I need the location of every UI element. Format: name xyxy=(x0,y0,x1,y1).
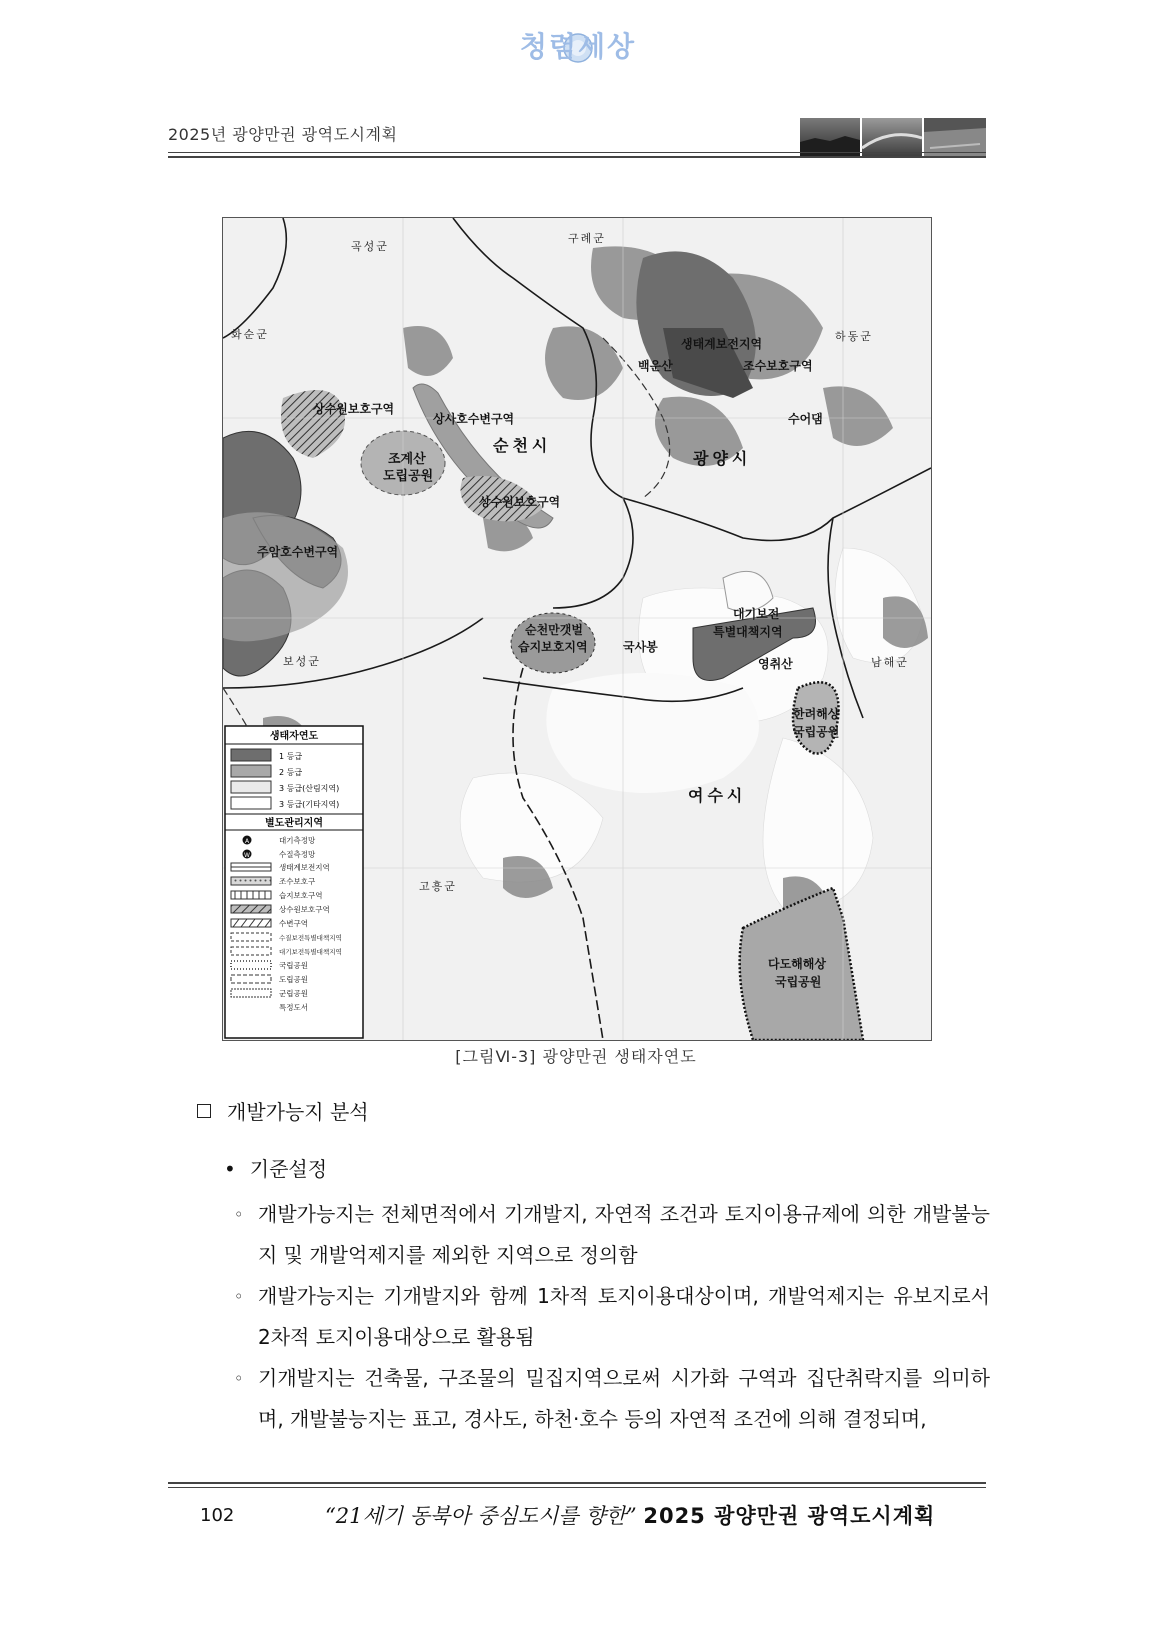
legend-item-3: 조수보호구 xyxy=(279,877,316,886)
paragraph xyxy=(234,1358,990,1440)
label-hallyeo-1: 한려해상 xyxy=(793,707,840,721)
label-guksabong: 국사봉 xyxy=(623,640,658,654)
label-gwangyang: 광양시 xyxy=(693,449,752,468)
logo xyxy=(490,22,665,74)
label-suncheon-bay-1: 순천만갯벌 xyxy=(525,623,583,637)
bullet-heading xyxy=(224,1153,327,1182)
legend-item-5: 상수원보호구역 xyxy=(279,905,330,914)
logo-text: 청렴세상 xyxy=(519,30,637,63)
ring-bullet-icon: ◦ xyxy=(234,1205,244,1224)
paragraph xyxy=(234,1276,990,1358)
section-heading xyxy=(197,1096,369,1125)
legend-sym-w: W xyxy=(244,852,250,859)
label-jogye-1: 조계산 xyxy=(388,452,426,467)
legend-item-4: 습지보호구역 xyxy=(279,891,323,900)
figure-caption: [그림Ⅵ-3] 광양만권 생태자연도 xyxy=(455,1047,697,1066)
ring-bullet-icon: ◦ xyxy=(234,1287,244,1306)
legend-item-1: 수질측정망 xyxy=(279,850,316,859)
label-air-1: 대기보전 xyxy=(733,607,780,621)
legend-item-10: 도립공원 xyxy=(279,975,308,984)
legend-title-1: 생태자연도 xyxy=(269,731,319,742)
header-rule-bottom xyxy=(168,156,986,158)
label-water-source1: 상수원보호구역 xyxy=(313,402,395,416)
label-sangsa-lake: 상사호수변구역 xyxy=(433,412,515,426)
footer-title: 2025 광양만권 광역도시계획 xyxy=(643,1504,936,1528)
bullet-heading-text: 기준설정 xyxy=(249,1157,328,1181)
header-title: 2025년 광양만권 광역도시계획 xyxy=(168,125,398,144)
label-dado-1: 다도해해상 xyxy=(768,957,826,971)
paragraph xyxy=(234,1194,990,1276)
legend-sym-a: A xyxy=(244,838,250,845)
paragraph-text: 기개발지는 건축물, 구조물의 밀집지역으로써 시가화 구역과 집단취락지를 의미하며, 개발불능지는 표고, 경사도, 하천·호수 등의 자연적 조건에 의해 결정되며, xyxy=(258,1366,990,1431)
legend-item-2: 생태계보전지역 xyxy=(279,863,330,872)
label-hallyeo-2: 국립공원 xyxy=(793,725,840,739)
label-gurye: 구례군 xyxy=(568,232,606,245)
label-water-source2: 상수원보호구역 xyxy=(479,495,561,509)
checkbox-icon xyxy=(197,1104,211,1118)
legend-item-11: 군립공원 xyxy=(279,989,308,998)
label-air-2: 특별대책지역 xyxy=(713,625,783,639)
label-suncheon: 순천시 xyxy=(493,436,552,455)
label-juam-lake: 주암호수변구역 xyxy=(257,545,339,559)
section-heading-text: 개발가능지 분석 xyxy=(227,1100,369,1124)
label-bird-zone: 조수보호구역 xyxy=(743,359,813,373)
footer-rule-bottom xyxy=(168,1487,986,1488)
label-yeongchwisan: 영취산 xyxy=(758,657,793,671)
legend-title-2: 별도관리지역 xyxy=(265,818,323,829)
label-namhae: 남해군 xyxy=(871,656,909,669)
legend-item-12: 특정도서 xyxy=(279,1003,308,1012)
label-hwasun: 화순군 xyxy=(231,328,269,341)
label-goheung: 고흥군 xyxy=(419,880,457,893)
label-dado-2: 국립공원 xyxy=(775,975,822,989)
label-baegun: 백운산 xyxy=(638,359,673,373)
ecology-map xyxy=(222,217,932,1041)
label-goksung: 곡성군 xyxy=(351,240,389,253)
label-sueo-dam: 수어댐 xyxy=(788,412,823,426)
label-yeosu: 여수시 xyxy=(688,786,747,805)
legend-grade1: 1 등급 xyxy=(279,752,303,761)
label-suncheon-bay-2: 습지보호지역 xyxy=(518,640,588,654)
legend-grade3b: 3 등급(기타지역) xyxy=(279,800,340,809)
label-jogye-2: 도립공원 xyxy=(383,469,434,484)
header-rule-top xyxy=(168,152,986,153)
legend-grade2: 2 등급 xyxy=(279,768,303,777)
footer-quote: “21세기 동북아 중심도시를 향한” xyxy=(325,1504,637,1528)
legend-item-9: 국립공원 xyxy=(279,961,308,970)
paragraph-text: 개발가능지는 기개발지와 함께 1차적 토지이용대상이며, 개발억제지는 유보지로서 2차적 토지이용대상으로 활용됨 xyxy=(258,1284,990,1349)
label-boseong: 보성군 xyxy=(283,655,321,668)
label-hadong: 하동군 xyxy=(835,330,873,343)
legend-item-6: 수변구역 xyxy=(279,919,308,928)
bullet-icon: • xyxy=(224,1157,236,1181)
legend-item-7: 수질보전특별대책지역 xyxy=(279,934,342,942)
footer-text xyxy=(325,1500,935,1530)
page-number: 102 xyxy=(200,1505,235,1526)
label-eco-zone: 생태계보전지역 xyxy=(681,337,763,351)
ring-bullet-icon: ◦ xyxy=(234,1369,244,1388)
legend-grade3a: 3 등급(산림지역) xyxy=(279,784,340,793)
footer-rule-top xyxy=(168,1482,986,1484)
legend-item-8: 대기보전특별대책지역 xyxy=(279,948,342,956)
legend-item-0: 대기측정망 xyxy=(279,836,316,845)
map-legend xyxy=(225,726,363,1038)
paragraph-text: 개발가능지는 전체면적에서 기개발지, 자연적 조건과 토지이용규제에 의한 개발불능지 및 개발억제지를 제외한 지역으로 정의함 xyxy=(258,1202,990,1267)
